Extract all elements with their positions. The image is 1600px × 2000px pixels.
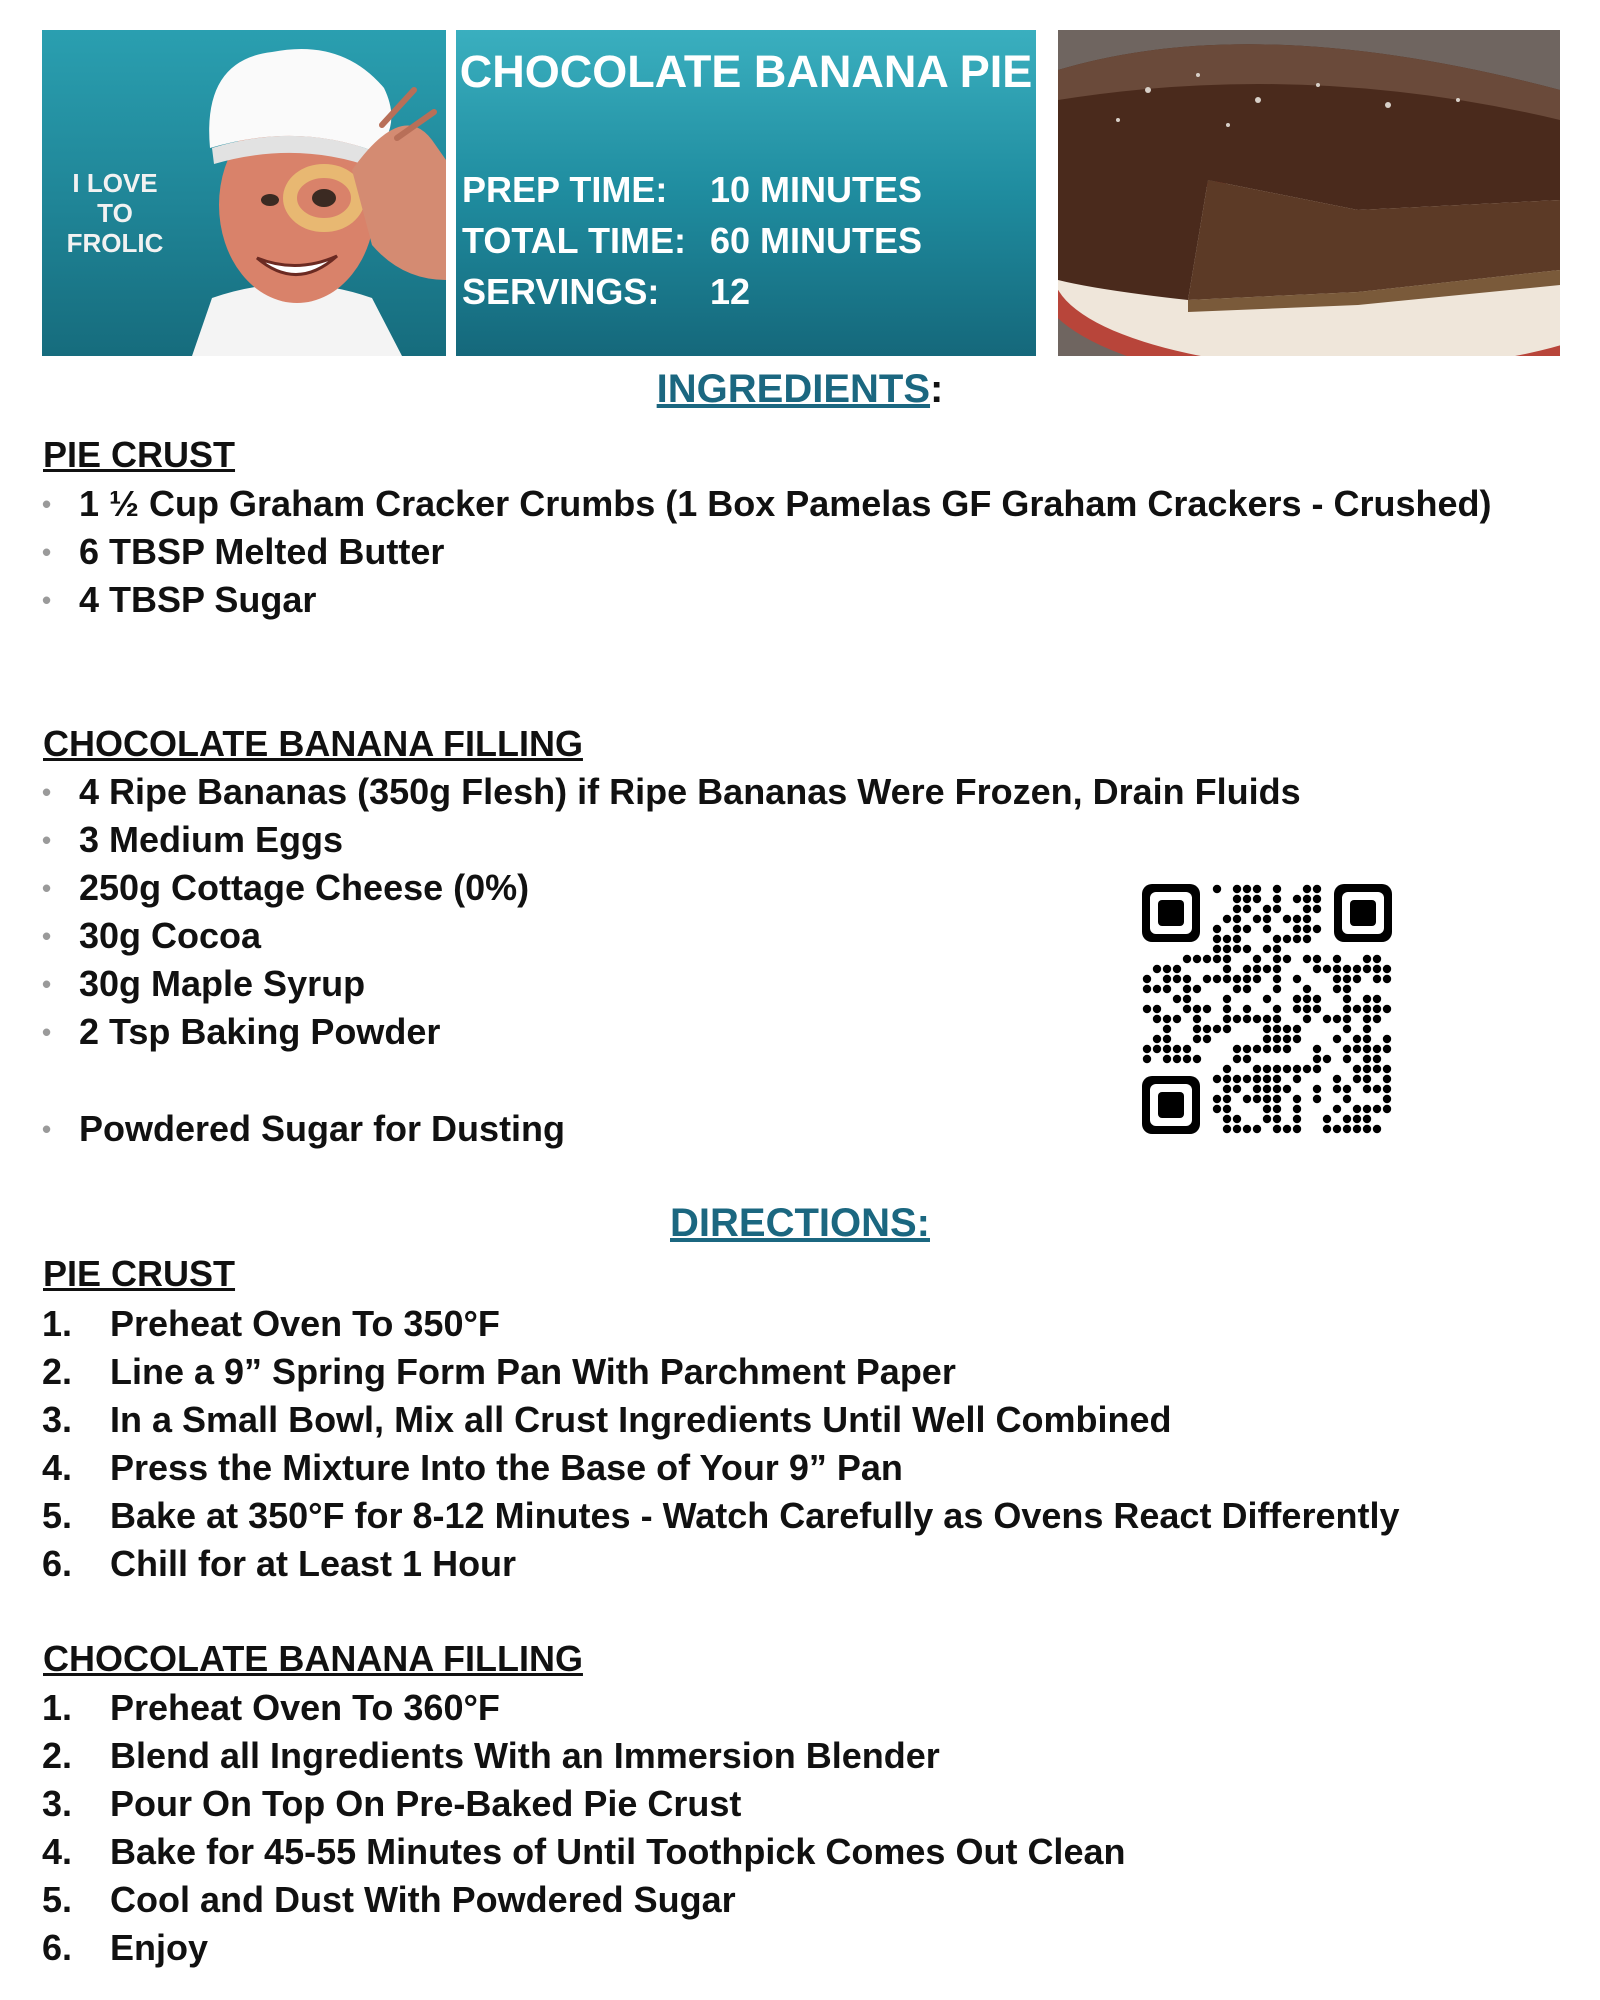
- prep-time-value: 10 MINUTES: [710, 169, 923, 210]
- filling-steps: [42, 1684, 1582, 1972]
- step-number: 5.: [42, 1879, 73, 1920]
- step-text: In a Small Bowl, Mix all Crust Ingredients Until Well Combined: [110, 1399, 1172, 1440]
- chef-slogan: I LOVE TO FROLIC: [66, 168, 164, 258]
- total-time-value: 60 MINUTES: [710, 220, 923, 261]
- directions-heading: [0, 1200, 1600, 1246]
- directions-filling-title: CHOCOLATE BANANA FILLING: [43, 1638, 583, 1679]
- step-item: [42, 1444, 1582, 1492]
- step-item: [42, 1348, 1582, 1396]
- servings-label: SERVINGS:: [462, 271, 660, 312]
- step-item: [42, 1300, 1582, 1348]
- step-item: [42, 1732, 1582, 1780]
- step-number: 1.: [42, 1687, 73, 1728]
- step-text: Bake for 45-55 Minutes of Until Toothpick Comes Out Clean: [110, 1831, 1126, 1872]
- prep-time-label: PREP TIME:: [462, 169, 668, 210]
- prep-time-row: [462, 170, 922, 210]
- recipe-title: CHOCOLATE BANANA PIE: [459, 46, 1033, 97]
- step-text: Chill for at Least 1 Hour: [110, 1543, 517, 1584]
- step-item: [42, 1924, 1582, 1972]
- recipe-header: [42, 30, 1560, 356]
- step-item: [42, 1396, 1582, 1444]
- step-item: [42, 1780, 1582, 1828]
- pie-photo-panel: [1058, 30, 1560, 356]
- step-text: Bake at 350°F for 8-12 Minutes - Watch Carefully as Ovens React Differently: [110, 1495, 1400, 1536]
- chef-photo-panel: [42, 30, 446, 356]
- step-text: Preheat Oven To 350°F: [110, 1303, 500, 1344]
- directions-heading-text: DIRECTIONS:: [670, 1201, 930, 1245]
- step-text: Blend all Ingredients With an Immersion Blender: [110, 1735, 940, 1776]
- step-text: Preheat Oven To 360°F: [110, 1687, 500, 1728]
- ingredients-heading: [0, 366, 1600, 412]
- crust-steps: [42, 1300, 1582, 1588]
- pie-photo: [1058, 30, 1560, 356]
- total-time-label: TOTAL TIME:: [462, 220, 686, 261]
- step-number: 2.: [42, 1735, 73, 1776]
- step-number: 2.: [42, 1351, 73, 1392]
- step-number: 4.: [42, 1447, 73, 1488]
- step-number: 1.: [42, 1303, 73, 1344]
- total-time-row: [462, 221, 922, 261]
- list-item: • 1 ½ Cup Graham Cracker Crumbs (1 Box Pamelas GF Graham Crackers - Crushed): [42, 480, 1542, 528]
- step-text: Line a 9” Spring Form Pan With Parchment Paper: [110, 1351, 956, 1392]
- ingredients-crust-title: PIE CRUST: [43, 434, 236, 475]
- list-item: • 4 TBSP Sugar: [42, 576, 1542, 624]
- step-text: Cool and Dust With Powdered Sugar: [110, 1879, 736, 1920]
- step-text: Enjoy: [110, 1927, 209, 1968]
- step-number: 3.: [42, 1399, 73, 1440]
- step-text: Press the Mixture Into the Base of Your 9” Pan: [110, 1447, 903, 1488]
- qr-code[interactable]: [1142, 884, 1392, 1134]
- step-item: [42, 1876, 1582, 1924]
- step-text: Pour On Top On Pre-Baked Pie Crust: [110, 1783, 742, 1824]
- list-item: • 2 Tsp Baking Powder: [42, 1008, 1542, 1056]
- directions-crust-title: PIE CRUST: [43, 1253, 236, 1294]
- step-number: 5.: [42, 1495, 73, 1536]
- ingredients-heading-colon: :: [930, 367, 944, 411]
- step-number: 3.: [42, 1783, 73, 1824]
- step-number: 4.: [42, 1831, 73, 1872]
- step-number: 6.: [42, 1543, 73, 1584]
- list-item: • 4 Ripe Bananas (350g Flesh) if Ripe Bananas Were Frozen, Drain Fluids: [42, 768, 1542, 816]
- title-panel: [456, 30, 1036, 356]
- list-item: • Powdered Sugar for Dusting: [42, 1105, 1542, 1153]
- crust-ingredient-list: [42, 480, 1542, 624]
- step-item: [42, 1828, 1582, 1876]
- list-item: • 30g Cocoa: [42, 912, 1542, 960]
- step-item: [42, 1540, 1582, 1588]
- servings-row: [462, 272, 750, 312]
- step-item: [42, 1492, 1582, 1540]
- step-item: [42, 1684, 1582, 1732]
- list-item: • 6 TBSP Melted Butter: [42, 528, 1542, 576]
- list-item: • 250g Cottage Cheese (0%): [42, 864, 1542, 912]
- list-item: • 3 Medium Eggs: [42, 816, 1542, 864]
- ingredients-heading-text: INGREDIENTS: [656, 367, 931, 411]
- list-item: • 30g Maple Syrup: [42, 960, 1542, 1008]
- servings-value: 12: [710, 271, 751, 312]
- ingredients-filling-title: CHOCOLATE BANANA FILLING: [43, 723, 583, 764]
- step-number: 6.: [42, 1927, 73, 1968]
